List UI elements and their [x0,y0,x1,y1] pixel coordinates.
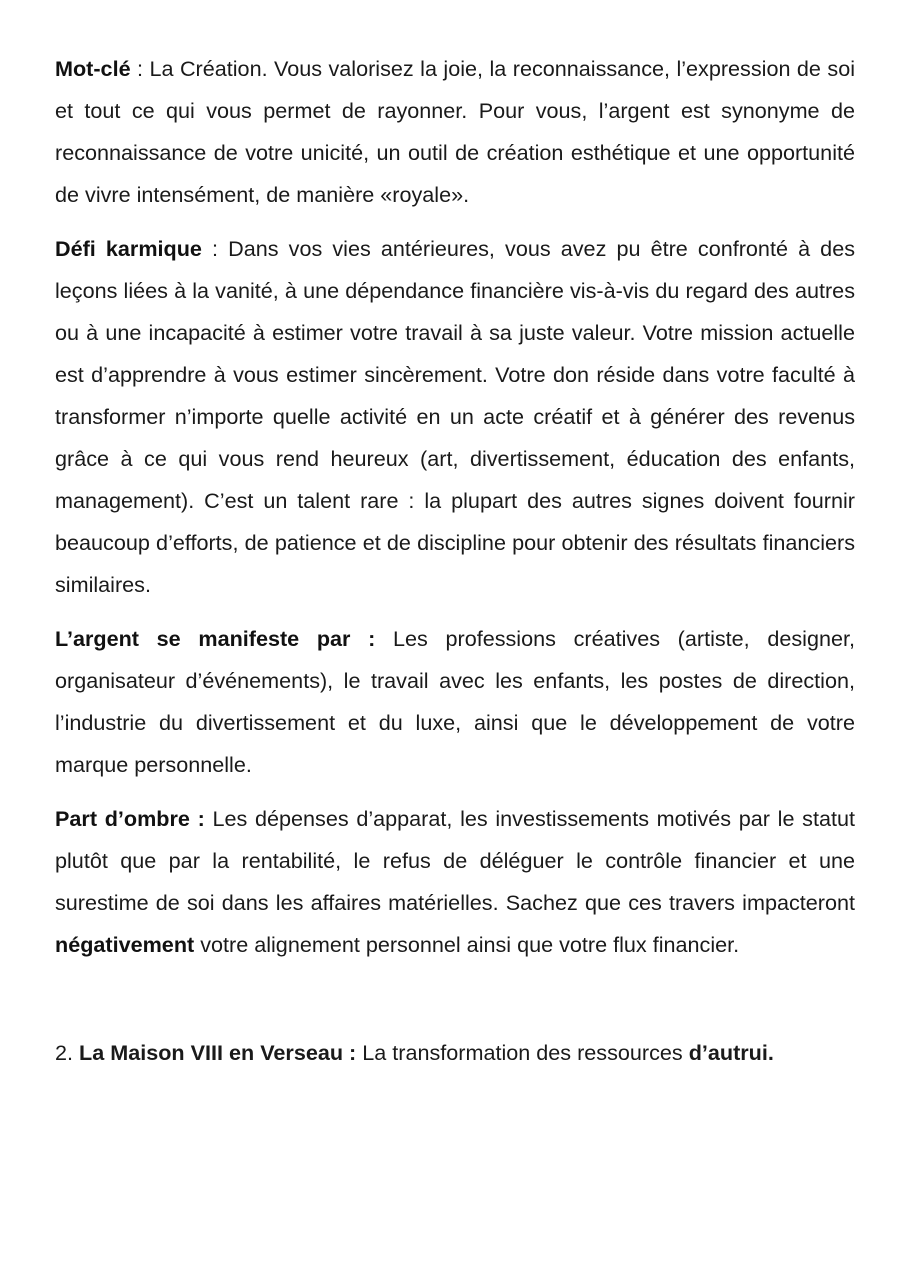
paragraph-text: : La Création. Vous valorisez la joie, la reconnaissance, l’expression de soi et tout ce qui vous permet de rayonner. Pour vous, l’argent est synonyme de reconnaissance de votre unicité, un outil de création esthétique et une opportunité de vivre intensément, de manière «royale». [55,56,855,207]
paragraph-part-ombre [55,798,855,966]
paragraph-label: Défi karmique [55,236,202,261]
paragraph-text: Les professions créatives (artiste, designer, organisateur d’événements), le travail avec les enfants, les postes de direction, l’industrie du divertissement et du luxe, ainsi que le développement de votre marque personnelle. [55,626,855,777]
paragraph-argent-manifeste [55,618,855,786]
section-title: La Maison VIII en Verseau : [79,1040,357,1065]
section-number: 2. [55,1040,80,1065]
paragraph-defi-karmique [55,228,855,606]
paragraph-text: Les dépenses d’apparat, les investissements motivés par le statut plutôt que par la rentabilité, le refus de déléguer le contrôle financier et une surestime de soi dans les affaires matérielles. Sachez que ces travers impacteront [55,806,855,915]
paragraph-label: Mot-clé [55,56,131,81]
section-heading [55,1032,855,1074]
section-emphasis: d’autrui. [688,1040,774,1065]
emphasis-text: négativement [55,932,195,957]
section-spacer [55,978,855,1032]
paragraph-mot-cle [55,48,855,216]
paragraph-label: Part d’ombre : [55,806,205,831]
paragraph-text: : Dans vos vies antérieures, vous avez pu être confronté à des leçons liées à la vanité, à une dépendance financière vis-à-vis du regard des autres ou à une incapacité à estimer votre travail à sa juste valeur. Votre mission actuelle est d’apprendre à vous estimer sincèrement. Votre don réside dans votre faculté à transformer n’importe quelle activité en un acte créatif et à générer des revenus grâce à ce qui vous rend heureux (art, divertissement, éducation des enfants, management). C’est un talent rare : la plupart des autres signes doivent fournir beaucoup d’efforts, de patience et de discipline pour obtenir des résultats financiers similaires. [55,236,855,597]
paragraph-text-end: votre alignement personnel ainsi que votre flux financier. [194,932,740,957]
paragraph-label: L’argent se manifeste par : [55,626,376,651]
section-text: La transformation des ressources [356,1040,689,1065]
document-page [55,48,855,1074]
